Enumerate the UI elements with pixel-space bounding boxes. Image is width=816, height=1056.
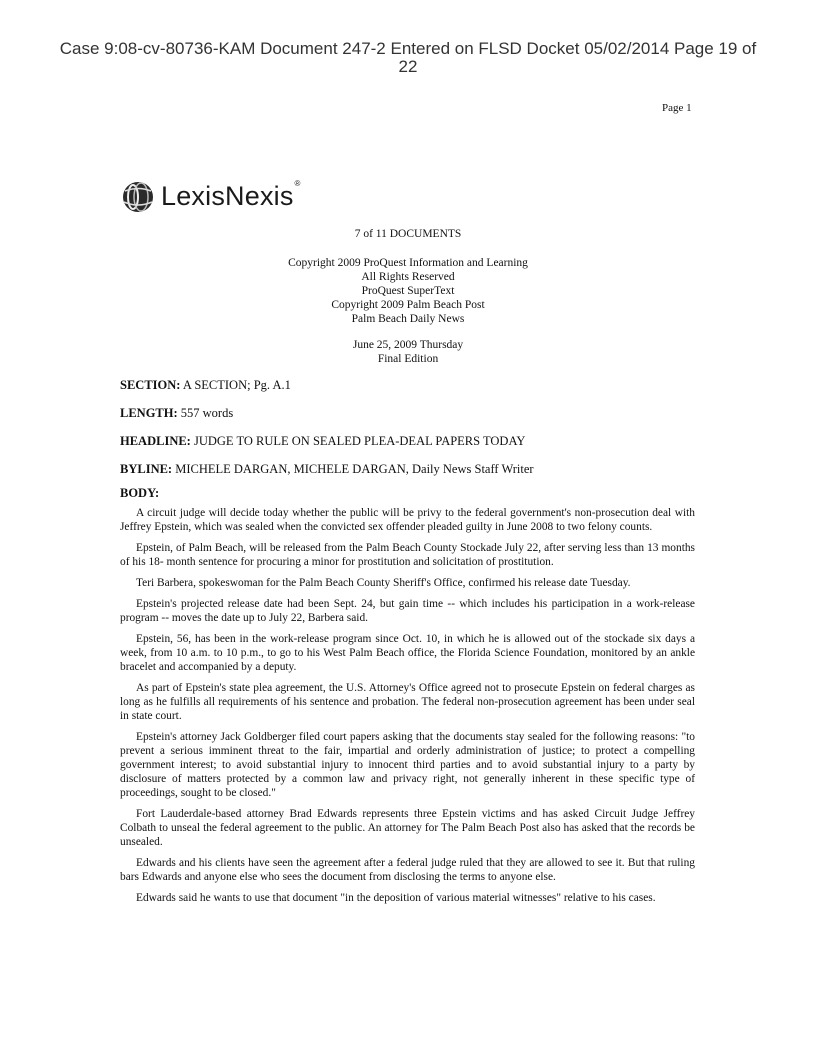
body-paragraph: Edwards and his clients have seen the agreement after a federal judge ruled that they are allowed to see it. But that ruling bars Edwards and anyone else who sees the document from disclosing the terms to anyone else. bbox=[120, 857, 695, 883]
date-block bbox=[0, 338, 816, 366]
byline-line: BYLINE: MICHELE DARGAN, MICHELE DARGAN, Daily News Staff Writer bbox=[120, 462, 534, 476]
length-line: LENGTH: 557 words bbox=[120, 406, 234, 420]
body-paragraph: A circuit judge will decide today whether the public will be privy to the federal government's non-prosecution deal with Jeffrey Epstein, which was sealed when the convicted sex offender pleaded guilty in June 2008 to two felony counts. bbox=[120, 507, 695, 533]
body-paragraph: Teri Barbera, spokeswoman for the Palm Beach County Sheriff's Office, confirmed his release date Tuesday. bbox=[136, 577, 631, 589]
article-body bbox=[120, 506, 695, 912]
edition: Final Edition bbox=[377, 353, 439, 365]
copyright-block bbox=[0, 256, 816, 326]
body-paragraph: Epstein, of Palm Beach, will be released from the Palm Beach County Stockade July 22, after serving less than 13 months of his 18- month sentence for procuring a minor for prostitution and solicitation of prostitution. bbox=[120, 542, 695, 568]
copyright-line: Copyright 2009 ProQuest Information and Learning bbox=[288, 257, 528, 269]
body-paragraph: Epstein, 56, has been in the work-release program since Oct. 10, in which he is allowed out of the stockade six days a week, from 10 a.m. to 10 p.m., to go to his West Palm Beach office, the Florida Science Foundation, monitored by an ankle bracelet and accompanied by a deputy. bbox=[120, 633, 695, 673]
copyright-line: All Rights Reserved bbox=[361, 271, 455, 283]
body-paragraph: Edwards said he wants to use that document "in the deposition of various material witnesses" relative to his cases. bbox=[136, 892, 656, 904]
body-paragraph: Epstein's projected release date had been Sept. 24, but gain time -- which includes his participation in a work-release program -- moves the date up to July 22, Barbera said. bbox=[120, 598, 695, 624]
copyright-line: Palm Beach Daily News bbox=[351, 313, 465, 325]
page-number: Page 1 bbox=[662, 102, 692, 114]
lexisnexis-globe-icon bbox=[120, 178, 156, 214]
section-line: SECTION: A SECTION; Pg. A.1 bbox=[120, 378, 291, 392]
logo-wordmark: LexisNexis® bbox=[161, 178, 301, 211]
copyright-line: ProQuest SuperText bbox=[361, 285, 455, 297]
body-label: BODY: bbox=[120, 486, 160, 500]
publication-date: June 25, 2009 Thursday bbox=[352, 339, 464, 351]
body-paragraph: Epstein's attorney Jack Goldberger filed court papers asking that the documents stay sealed for the following reasons: "to prevent a serious imminent threat to the fair, impartial and orderly administration of justice; to protect a compelling government interest; to avoid substantial injury to innocent third parties and to avoid substantial injury to a party by disclosure of matters protected by a common law and privacy right, not generally inherent in these specific type of proceedings, sought to be closed." bbox=[120, 731, 695, 799]
body-paragraph: Fort Lauderdale-based attorney Brad Edwards represents three Epstein victims and has asked Circuit Judge Jeffrey Colbath to unseal the federal agreement to the public. An attorney for The Palm Beach Post also has asked that the records be unsealed. bbox=[120, 808, 695, 848]
case-header-line2: 22 bbox=[398, 57, 418, 76]
copyright-line: Copyright 2009 Palm Beach Post bbox=[331, 299, 485, 311]
document-count: 7 of 11 DOCUMENTS bbox=[354, 228, 462, 240]
case-header-line1: Case 9:08-cv-80736-KAM Document 247-2 Entered on FLSD Docket 05/02/2014 Page 19 of bbox=[59, 39, 757, 58]
headline-line: HEADLINE: JUDGE TO RULE ON SEALED PLEA-DEAL PAPERS TODAY bbox=[120, 434, 526, 448]
case-header-stamp bbox=[0, 40, 816, 76]
body-paragraph: As part of Epstein's state plea agreement, the U.S. Attorney's Office agreed not to prosecute Epstein on federal charges as long as he fulfills all requirements of his sentence and probation. The federal non-prosecution agreement has been under seal in state court. bbox=[120, 682, 695, 722]
lexisnexis-logo bbox=[120, 178, 301, 214]
